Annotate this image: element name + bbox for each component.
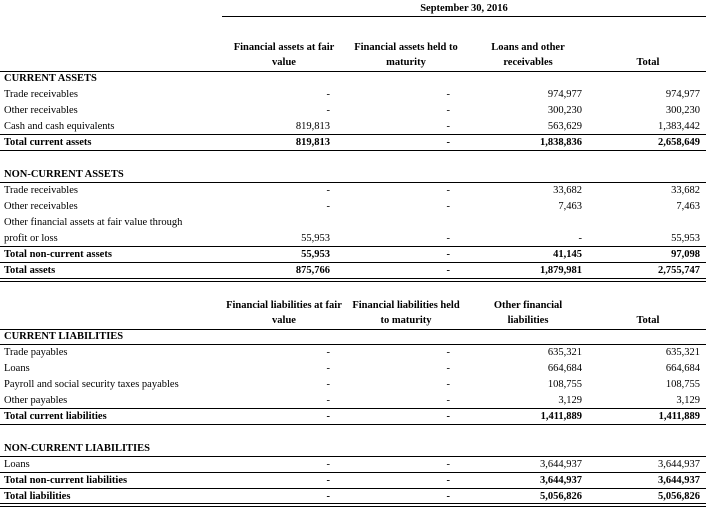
cell-c3: 108,755 xyxy=(547,379,582,390)
row-label: Trade receivables xyxy=(4,185,78,196)
col-header-loans-receivables: Loans and other receivables xyxy=(491,42,565,68)
cell-c1: - xyxy=(326,347,330,358)
cell-c4: 97,098 xyxy=(671,249,700,260)
cell-c3: 5,056,826 xyxy=(540,491,582,502)
cell-c1: 55,953 xyxy=(301,233,330,244)
cell-c4: 2,755,747 xyxy=(658,265,700,276)
section-title-current-liabilities: CURRENT LIABILITIES xyxy=(4,331,124,342)
row-label: Trade receivables xyxy=(4,89,78,100)
cell-c2: - xyxy=(446,491,450,502)
section-title-noncurrent-assets: NON-CURRENT ASSETS xyxy=(4,169,124,180)
cell-c1: - xyxy=(326,411,330,422)
col-header-fv-assets: Financial assets at fair value xyxy=(233,42,335,68)
cell-c3: - xyxy=(578,233,582,244)
row-label-line2: profit or loss xyxy=(4,233,58,244)
subtotal-rule xyxy=(0,408,706,409)
section-rule xyxy=(0,456,706,457)
col-header-total-assets: Total xyxy=(636,57,660,68)
cell-c2: - xyxy=(446,395,450,406)
col-header-htm-assets: Financial assets held to maturity xyxy=(354,42,458,68)
cell-c1: - xyxy=(326,459,330,470)
col-header-htm-liabilities: Financial liabilities held to maturity xyxy=(352,300,460,326)
cell-c2: - xyxy=(446,105,450,116)
subtotal-rule xyxy=(0,472,706,473)
subtotal-rule xyxy=(0,488,706,489)
subtotal-rule xyxy=(0,246,706,247)
cell-c2: - xyxy=(446,265,450,276)
cell-c2: - xyxy=(446,233,450,244)
cell-c4: 664,684 xyxy=(665,363,700,374)
section-rule xyxy=(0,182,706,183)
cell-c2: - xyxy=(446,121,450,132)
cell-c4: 1,411,889 xyxy=(658,411,700,422)
row-label: Trade payables xyxy=(4,347,68,358)
row-label: Total non-current assets xyxy=(4,249,112,260)
cell-c2: - xyxy=(446,379,450,390)
cell-c2: - xyxy=(446,363,450,374)
total-rule xyxy=(0,424,706,425)
cell-c3: 1,838,836 xyxy=(540,137,582,148)
row-label: Cash and cash equivalents xyxy=(4,121,115,132)
cell-c1: 55,953 xyxy=(301,249,330,260)
cell-c4: 108,755 xyxy=(665,379,700,390)
cell-c3: 3,644,937 xyxy=(540,459,582,470)
assets-header-rule xyxy=(0,71,706,72)
cell-c1: - xyxy=(326,105,330,116)
section-title-noncurrent-liabilities: NON-CURRENT LIABILITIES xyxy=(4,443,150,454)
cell-c3: 563,629 xyxy=(547,121,582,132)
period-header: September 30, 2016 xyxy=(420,3,508,14)
cell-c2: - xyxy=(446,201,450,212)
cell-c4: 5,056,826 xyxy=(658,491,700,502)
section-title-current-assets: CURRENT ASSETS xyxy=(4,73,97,84)
cell-c1: - xyxy=(326,201,330,212)
cell-c1: - xyxy=(326,89,330,100)
total-rule xyxy=(0,150,706,151)
col-header-other-liabilities: Other financial liabilities xyxy=(493,300,563,326)
section-rule xyxy=(0,344,706,345)
row-label: Other receivables xyxy=(4,105,78,116)
cell-c2: - xyxy=(446,347,450,358)
row-label: Loans xyxy=(4,459,30,470)
cell-c4: 3,644,937 xyxy=(658,459,700,470)
cell-c4: 33,682 xyxy=(671,185,700,196)
col-header-fv-liabilities: Financial liabilities at fair value xyxy=(226,300,342,326)
cell-c1: - xyxy=(326,379,330,390)
cell-c3: 33,682 xyxy=(553,185,582,196)
cell-c2: - xyxy=(446,89,450,100)
cell-c1: 875,766 xyxy=(295,265,330,276)
cell-c4: 974,977 xyxy=(665,89,700,100)
cell-c3: 3,644,937 xyxy=(540,475,582,486)
cell-c2: - xyxy=(446,459,450,470)
period-underline xyxy=(222,16,706,17)
row-label: Payroll and social security taxes payables xyxy=(4,379,179,390)
cell-c4: 3,129 xyxy=(676,395,700,406)
cell-c3: 1,411,889 xyxy=(540,411,582,422)
cell-c3: 635,321 xyxy=(547,347,582,358)
cell-c4: 2,658,649 xyxy=(658,137,700,148)
cell-c2: - xyxy=(446,137,450,148)
cell-c4: 3,644,937 xyxy=(658,475,700,486)
col-header-total-liabilities: Total xyxy=(636,315,660,326)
cell-c3: 664,684 xyxy=(547,363,582,374)
row-label: Other payables xyxy=(4,395,68,406)
cell-c1: - xyxy=(326,185,330,196)
cell-c1: - xyxy=(326,491,330,502)
cell-c3: 300,230 xyxy=(547,105,582,116)
subtotal-rule xyxy=(0,262,706,263)
cell-c4: 635,321 xyxy=(665,347,700,358)
cell-c3: 974,977 xyxy=(547,89,582,100)
row-label: Total current assets xyxy=(4,137,92,148)
cell-c4: 300,230 xyxy=(665,105,700,116)
cell-c1: - xyxy=(326,363,330,374)
cell-c3: 1,879,981 xyxy=(540,265,582,276)
grand-total-double-rule xyxy=(0,278,706,282)
grand-total-double-rule xyxy=(0,503,706,507)
row-label: Other receivables xyxy=(4,201,78,212)
cell-c2: - xyxy=(446,185,450,196)
cell-c3: 3,129 xyxy=(558,395,582,406)
cell-c2: - xyxy=(446,249,450,260)
row-label: Total liabilities xyxy=(4,491,71,502)
subtotal-rule xyxy=(0,134,706,135)
cell-c1: 819,813 xyxy=(295,121,330,132)
row-label: Total assets xyxy=(4,265,56,276)
cell-c4: 1,383,442 xyxy=(658,121,700,132)
cell-c1: - xyxy=(326,475,330,486)
cell-c2: - xyxy=(446,475,450,486)
cell-c4: 7,463 xyxy=(676,201,700,212)
cell-c3: 41,145 xyxy=(553,249,582,260)
cell-c3: 7,463 xyxy=(558,201,582,212)
row-label: Total non-current liabilities xyxy=(4,475,128,486)
row-label-line1: Other financial assets at fair value through xyxy=(4,217,183,228)
cell-c1: - xyxy=(326,395,330,406)
cell-c1: 819,813 xyxy=(295,137,330,148)
row-label: Total current liabilities xyxy=(4,411,107,422)
cell-c4: 55,953 xyxy=(671,233,700,244)
cell-c2: - xyxy=(446,411,450,422)
row-label: Loans xyxy=(4,363,30,374)
